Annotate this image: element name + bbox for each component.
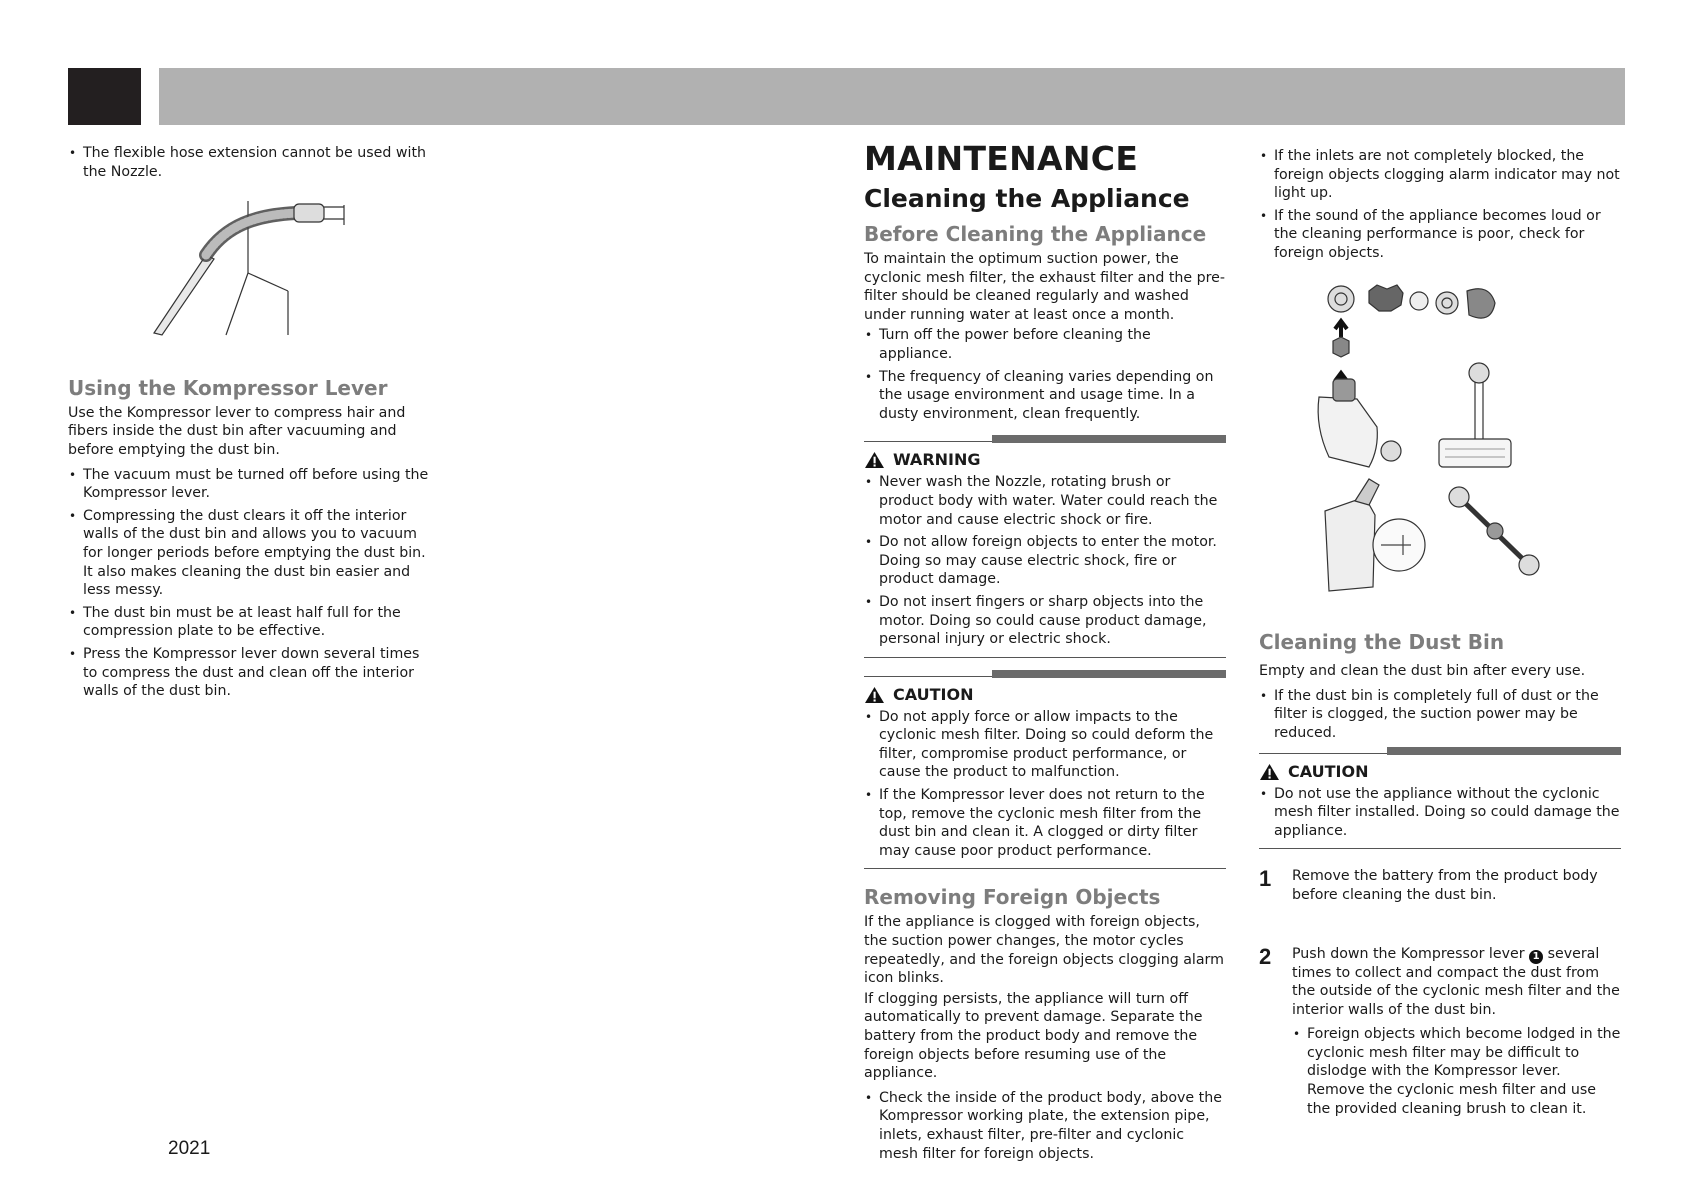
step-sub-bullet-list [1292,1025,1621,1118]
list-item: • Compressing the dust clears it off the interior walls of the dust bin and allows you to vacuum for longer periods before emptying the dust bin. It also makes cleaning the dust bin easier and less messy. [68,507,436,600]
steps-list [1259,867,1621,1122]
caution-triangle-icon [1259,763,1280,781]
warning-triangle-icon [864,451,885,469]
step-body [1292,945,1621,1123]
kompressor-bullet-list [68,466,436,701]
step-1 [1259,867,1621,904]
header-bar [159,68,1625,125]
step-text: Push down the Kompressor lever [1292,945,1525,962]
list-item: • If the dust bin is completely full of dust or the filter is clogged, the suction power may be reduced. [1259,687,1621,743]
list-item: • The frequency of cleaning varies depending on the usage environment and usage time. In a dusty environment, clean frequently. [864,368,1226,424]
caution-box [864,670,1226,870]
list-item: • Do not allow foreign objects to enter the motor. Doing so may cause electric shock, fire or product damage. [864,533,1226,589]
section-intro: Use the Kompressor lever to compress hair and fibers inside the dust bin after vacuuming and before emptying the dust bin. [68,404,406,458]
list-item: • Turn off the power before cleaning the appliance. [864,326,1226,363]
notice-title [1259,761,1621,783]
inlets-bullet-list [1259,147,1621,263]
list-item: • Foreign objects which become lodged in the cyclonic mesh filter may be difficult to dislodge with the Kompressor lever. Remove the cyclonic mesh filter and use the provided cleaning brush to clean it. [1292,1025,1621,1118]
chapter-tab-block [68,68,141,125]
foreign-bullet-list [864,1089,1226,1163]
warning-label: WARNING [893,450,981,470]
list-item: • If the sound of the appliance becomes loud or the cleaning performance is poor, check for foreign objects. [1259,207,1621,263]
right-column [1259,147,1621,1128]
notice-title [864,684,1226,706]
paragraph: If the appliance is clogged with foreign objects, the suction power changes, the motor cycles repeatedly, and the foreign objects clogging alarm icon blinks. [864,914,1224,987]
notice-rule [864,435,1226,445]
list-item: • If the inlets are not completely blocked, the foreign objects clogging alarm indicator may not light up. [1259,147,1621,203]
step-number: 2 [1259,943,1272,969]
list-item: • If the Kompressor lever does not return to the top, remove the cyclonic mesh filter from the dust bin and clean it. A clogged or dirty filter may cause poor product performance. [864,786,1226,860]
dust-bin-section [1259,630,1621,742]
caution-label: CAUTION [1288,761,1369,781]
page-number: 2021 [168,1138,211,1159]
warning-bullet-list [864,473,1226,648]
notice-rule [864,670,1226,680]
step-2 [1259,945,1621,1123]
caution-label: CAUTION [893,684,974,704]
notice-title [864,449,1226,471]
notice-rule [1259,747,1621,757]
chapter-subtitle: Cleaning the Appliance [864,184,1190,213]
hose-extension-illustration [146,195,366,340]
list-item: • The vacuum must be turned off before using the Kompressor lever. [68,466,436,503]
step-number: 1 [1259,866,1272,892]
intro-bullet-list [68,144,436,181]
step-text: several times to collect and compact the dust from the outside of the cyclonic mesh filter and the interior walls of the dust bin. [1292,945,1620,1018]
list-item: • The dust bin must be at least half full for the compression plate to be effective. [68,604,436,641]
list-item: • Check the inside of the product body, above the Kompressor working plate, the extension pipe, inlets, exhaust filter, pre-filter and cyclonic mesh filter for foreign objects. [864,1089,1226,1163]
section-heading: Cleaning the Dust Bin [1259,630,1505,655]
list-item: • The flexible hose extension cannot be used with the Nozzle. [68,144,436,181]
filter-parts-illustration [1311,279,1551,599]
list-item: • Do not insert fingers or sharp objects into the motor. Doing so could cause product damage, personal injury or electric shock. [864,593,1226,649]
paragraph: If clogging persists, the appliance will turn off automatically to prevent damage. Separate the battery from the product body and remove the foreign objects before resuming use of the appliance. [864,990,1203,1082]
section-heading: Before Cleaning the Appliance [864,222,1207,246]
section-intro: Empty and clean the dust bin after every use. [1259,663,1586,680]
kompressor-section [68,376,436,701]
caution-triangle-icon [864,686,885,704]
section-intro: To maintain the optimum suction power, the cyclonic mesh filter, the exhaust filter and the pre-filter should be cleaned regularly and washed under running water at least once a month. [864,251,1226,323]
before-bullet-list [864,326,1226,423]
callout-marker: 1 [1529,950,1543,964]
warning-box [864,435,1226,657]
section-heading: Removing Foreign Objects [864,885,1161,910]
list-item: • Do not use the appliance without the cyclonic mesh filter installed. Doing so could damage the appliance. [1259,785,1621,841]
dust-bin-bullet-list [1259,687,1621,743]
foreign-objects-section [864,885,1226,1163]
section-heading: Using the Kompressor Lever [68,375,388,400]
page-title: MAINTENANCE [864,139,1139,178]
caution-bullet-list [864,708,1226,861]
left-column [68,144,436,705]
list-item: • Press the Kompressor lever down several times to compress the dust and clean off the interior walls of the dust bin. [68,645,436,701]
list-item: • Never wash the Nozzle, rotating brush or product body with water. Water could reach the motor and cause electric shock or fire. [864,473,1226,529]
caution-bullet-list [1259,785,1621,841]
caution-box [1259,747,1621,850]
list-item: • Do not apply force or allow impacts to the cyclonic mesh filter. Doing so could deform the filter, compromise product performance, or cause the product to malfunction. [864,708,1226,782]
step-text: Remove the battery from the product body before cleaning the dust bin. [1292,868,1598,903]
middle-column [864,140,1226,1167]
